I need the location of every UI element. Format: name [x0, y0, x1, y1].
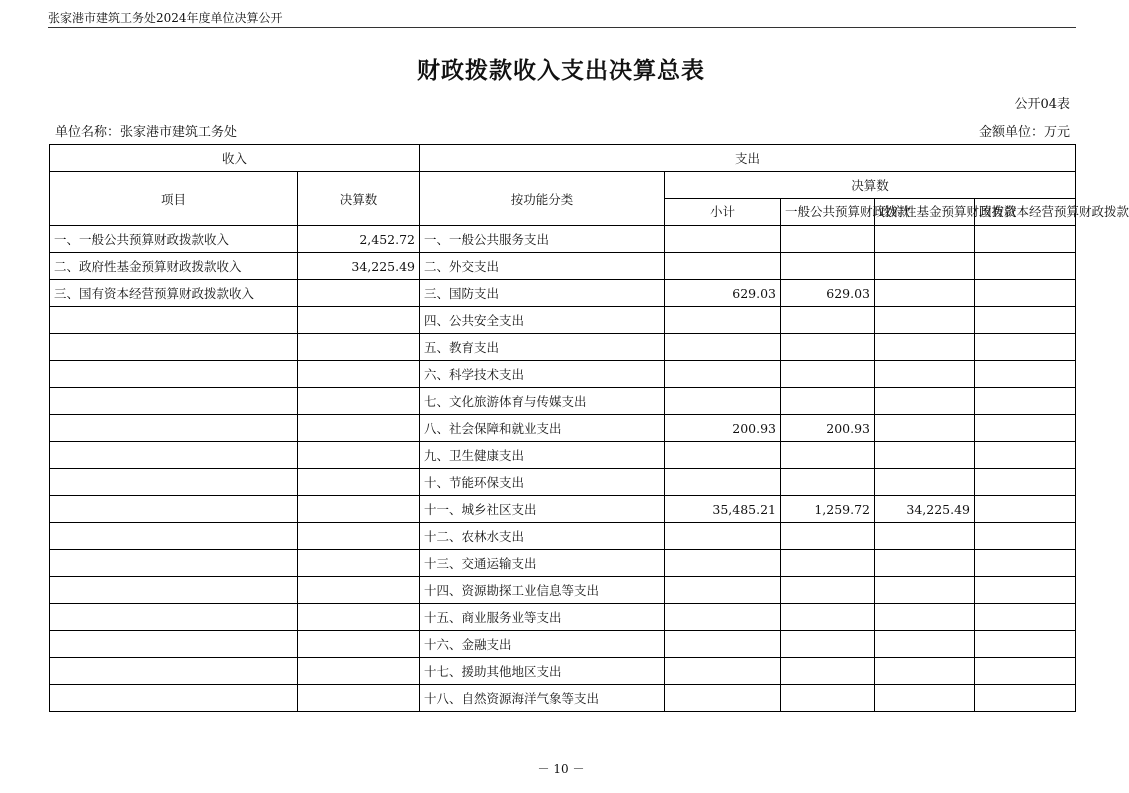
table-row	[50, 361, 1076, 388]
subtotal-cell	[665, 685, 781, 712]
income-amount-cell	[298, 658, 420, 685]
table-row	[50, 523, 1076, 550]
expense-item-cell: 五、教育支出	[420, 334, 665, 361]
subtotal-header: 小计	[665, 199, 781, 226]
gov-fund-cell	[875, 307, 975, 334]
subtotal-cell	[665, 226, 781, 253]
table-row	[50, 469, 1076, 496]
final-amount-header: 决算数	[298, 172, 420, 226]
state-capital-cell	[975, 253, 1076, 280]
amount-unit: 金额单位：万元	[978, 125, 1070, 140]
table-row	[50, 226, 1076, 253]
gov-fund-cell	[875, 550, 975, 577]
gov-fund-cell	[875, 361, 975, 388]
gov-fund-cell	[875, 253, 975, 280]
income-amount-cell	[298, 631, 420, 658]
expense-item-cell: 一、一般公共服务支出	[420, 226, 665, 253]
gov-fund-cell	[875, 415, 975, 442]
income-amount-cell	[298, 361, 420, 388]
general-budget-header: 一般公共预算财政拨款	[781, 199, 875, 226]
gov-fund-header: 政府性基金预算财政拨款	[875, 199, 975, 226]
income-item-cell: 一、一般公共预算财政拨款收入	[50, 226, 298, 253]
table-row	[50, 280, 1076, 307]
table-row	[50, 415, 1076, 442]
unit-name: 单位名称：张家港市建筑工务处	[55, 125, 238, 140]
income-item-cell	[50, 388, 298, 415]
item-header: 项目	[50, 172, 298, 226]
income-item-cell	[50, 577, 298, 604]
income-amount-cell	[298, 307, 420, 334]
expense-item-cell: 九、卫生健康支出	[420, 442, 665, 469]
income-amount-cell: 2,452.72	[298, 226, 420, 253]
general-budget-cell	[781, 523, 875, 550]
expense-item-cell: 十六、金融支出	[420, 631, 665, 658]
expense-item-cell: 十三、交通运输支出	[420, 550, 665, 577]
gov-fund-cell	[875, 388, 975, 415]
final-amount-group-header: 决算数	[665, 172, 1076, 199]
table-row	[50, 388, 1076, 415]
gov-fund-cell	[875, 658, 975, 685]
expense-item-cell: 十、节能环保支出	[420, 469, 665, 496]
table-row	[50, 550, 1076, 577]
income-amount-cell	[298, 496, 420, 523]
running-header: 张家港市建筑工务处2024年度单位决算公开	[48, 11, 283, 25]
expense-item-cell: 十四、资源勘探工业信息等支出	[420, 577, 665, 604]
expense-item-cell: 十一、城乡社区支出	[420, 496, 665, 523]
gov-fund-cell	[875, 469, 975, 496]
income-amount-cell	[298, 604, 420, 631]
general-budget-cell	[781, 685, 875, 712]
subtotal-cell	[665, 253, 781, 280]
subtotal-cell	[665, 334, 781, 361]
state-capital-cell	[975, 361, 1076, 388]
state-capital-cell	[975, 307, 1076, 334]
page-number: － 10 －	[537, 762, 585, 776]
expense-item-cell: 四、公共安全支出	[420, 307, 665, 334]
subtotal-cell: 35,485.21	[665, 496, 781, 523]
state-capital-cell	[975, 577, 1076, 604]
table-row	[50, 604, 1076, 631]
income-item-cell	[50, 685, 298, 712]
subtotal-cell	[665, 307, 781, 334]
general-budget-cell	[781, 226, 875, 253]
state-capital-cell	[975, 280, 1076, 307]
general-budget-cell	[781, 469, 875, 496]
general-budget-cell	[781, 334, 875, 361]
expense-item-cell: 十二、农林水支出	[420, 523, 665, 550]
expense-item-cell: 八、社会保障和就业支出	[420, 415, 665, 442]
expense-item-cell: 七、文化旅游体育与传媒支出	[420, 388, 665, 415]
gov-fund-cell	[875, 604, 975, 631]
state-capital-header: 国有资本经营预算财政拨款	[975, 199, 1076, 226]
income-amount-cell: 34,225.49	[298, 253, 420, 280]
subtotal-cell: 629.03	[665, 280, 781, 307]
income-amount-cell	[298, 523, 420, 550]
state-capital-cell	[975, 604, 1076, 631]
income-item-cell	[50, 631, 298, 658]
subtotal-cell	[665, 577, 781, 604]
income-amount-cell	[298, 280, 420, 307]
income-item-cell	[50, 415, 298, 442]
subtotal-cell	[665, 631, 781, 658]
gov-fund-cell	[875, 442, 975, 469]
expense-header: 支出	[420, 145, 1076, 172]
table-row	[50, 442, 1076, 469]
state-capital-cell	[975, 496, 1076, 523]
income-item-cell	[50, 496, 298, 523]
table-row	[50, 496, 1076, 523]
general-budget-cell: 629.03	[781, 280, 875, 307]
subtotal-cell	[665, 469, 781, 496]
gov-fund-cell	[875, 685, 975, 712]
general-budget-cell	[781, 307, 875, 334]
subtotal-cell	[665, 550, 781, 577]
table-row	[50, 307, 1076, 334]
general-budget-cell	[781, 550, 875, 577]
income-item-cell	[50, 523, 298, 550]
subtotal-cell: 200.93	[665, 415, 781, 442]
income-item-cell	[50, 442, 298, 469]
subtotal-cell	[665, 361, 781, 388]
income-amount-cell	[298, 334, 420, 361]
general-budget-cell	[781, 442, 875, 469]
general-budget-cell: 200.93	[781, 415, 875, 442]
subtotal-cell	[665, 388, 781, 415]
form-code: 公开04表	[1014, 97, 1070, 112]
gov-fund-cell	[875, 523, 975, 550]
expense-item-cell: 三、国防支出	[420, 280, 665, 307]
general-budget-cell: 1,259.72	[781, 496, 875, 523]
table-row	[50, 658, 1076, 685]
general-budget-cell	[781, 631, 875, 658]
subtotal-cell	[665, 604, 781, 631]
state-capital-cell	[975, 415, 1076, 442]
income-item-cell	[50, 307, 298, 334]
income-item-cell: 二、政府性基金预算财政拨款收入	[50, 253, 298, 280]
income-item-cell	[50, 550, 298, 577]
document-title: 财政拨款收入支出决算总表	[417, 57, 705, 84]
state-capital-cell	[975, 469, 1076, 496]
general-budget-cell	[781, 388, 875, 415]
table-row	[50, 253, 1076, 280]
expense-item-cell: 十五、商业服务业等支出	[420, 604, 665, 631]
table-body	[50, 226, 1076, 712]
state-capital-cell	[975, 334, 1076, 361]
general-budget-cell	[781, 253, 875, 280]
function-class-header: 按功能分类	[420, 172, 665, 226]
income-item-cell	[50, 658, 298, 685]
state-capital-cell	[975, 442, 1076, 469]
expense-item-cell: 十八、自然资源海洋气象等支出	[420, 685, 665, 712]
budget-table	[49, 144, 1129, 712]
income-amount-cell	[298, 442, 420, 469]
header-rule	[48, 27, 1076, 28]
income-amount-cell	[298, 577, 420, 604]
income-item-cell	[50, 334, 298, 361]
general-budget-cell	[781, 658, 875, 685]
state-capital-cell	[975, 388, 1076, 415]
expense-item-cell: 二、外交支出	[420, 253, 665, 280]
state-capital-cell	[975, 685, 1076, 712]
income-item-cell	[50, 604, 298, 631]
income-item-cell	[50, 469, 298, 496]
state-capital-cell	[975, 550, 1076, 577]
subtotal-cell	[665, 523, 781, 550]
table-row	[50, 631, 1076, 658]
gov-fund-cell	[875, 280, 975, 307]
gov-fund-cell	[875, 577, 975, 604]
state-capital-cell	[975, 631, 1076, 658]
gov-fund-cell	[875, 631, 975, 658]
income-amount-cell	[298, 415, 420, 442]
general-budget-cell	[781, 577, 875, 604]
income-amount-cell	[298, 550, 420, 577]
state-capital-cell	[975, 226, 1076, 253]
expense-item-cell: 六、科学技术支出	[420, 361, 665, 388]
income-item-cell	[50, 361, 298, 388]
gov-fund-cell	[875, 226, 975, 253]
income-amount-cell	[298, 388, 420, 415]
income-amount-cell	[298, 685, 420, 712]
gov-fund-cell: 34,225.49	[875, 496, 975, 523]
table-row	[50, 685, 1076, 712]
income-amount-cell	[298, 469, 420, 496]
state-capital-cell	[975, 523, 1076, 550]
state-capital-cell	[975, 658, 1076, 685]
subtotal-cell	[665, 658, 781, 685]
income-item-cell: 三、国有资本经营预算财政拨款收入	[50, 280, 298, 307]
gov-fund-cell	[875, 334, 975, 361]
income-header: 收入	[50, 145, 420, 172]
table-row	[50, 577, 1076, 604]
expense-item-cell: 十七、援助其他地区支出	[420, 658, 665, 685]
table-row	[50, 334, 1076, 361]
general-budget-cell	[781, 604, 875, 631]
subtotal-cell	[665, 442, 781, 469]
general-budget-cell	[781, 361, 875, 388]
